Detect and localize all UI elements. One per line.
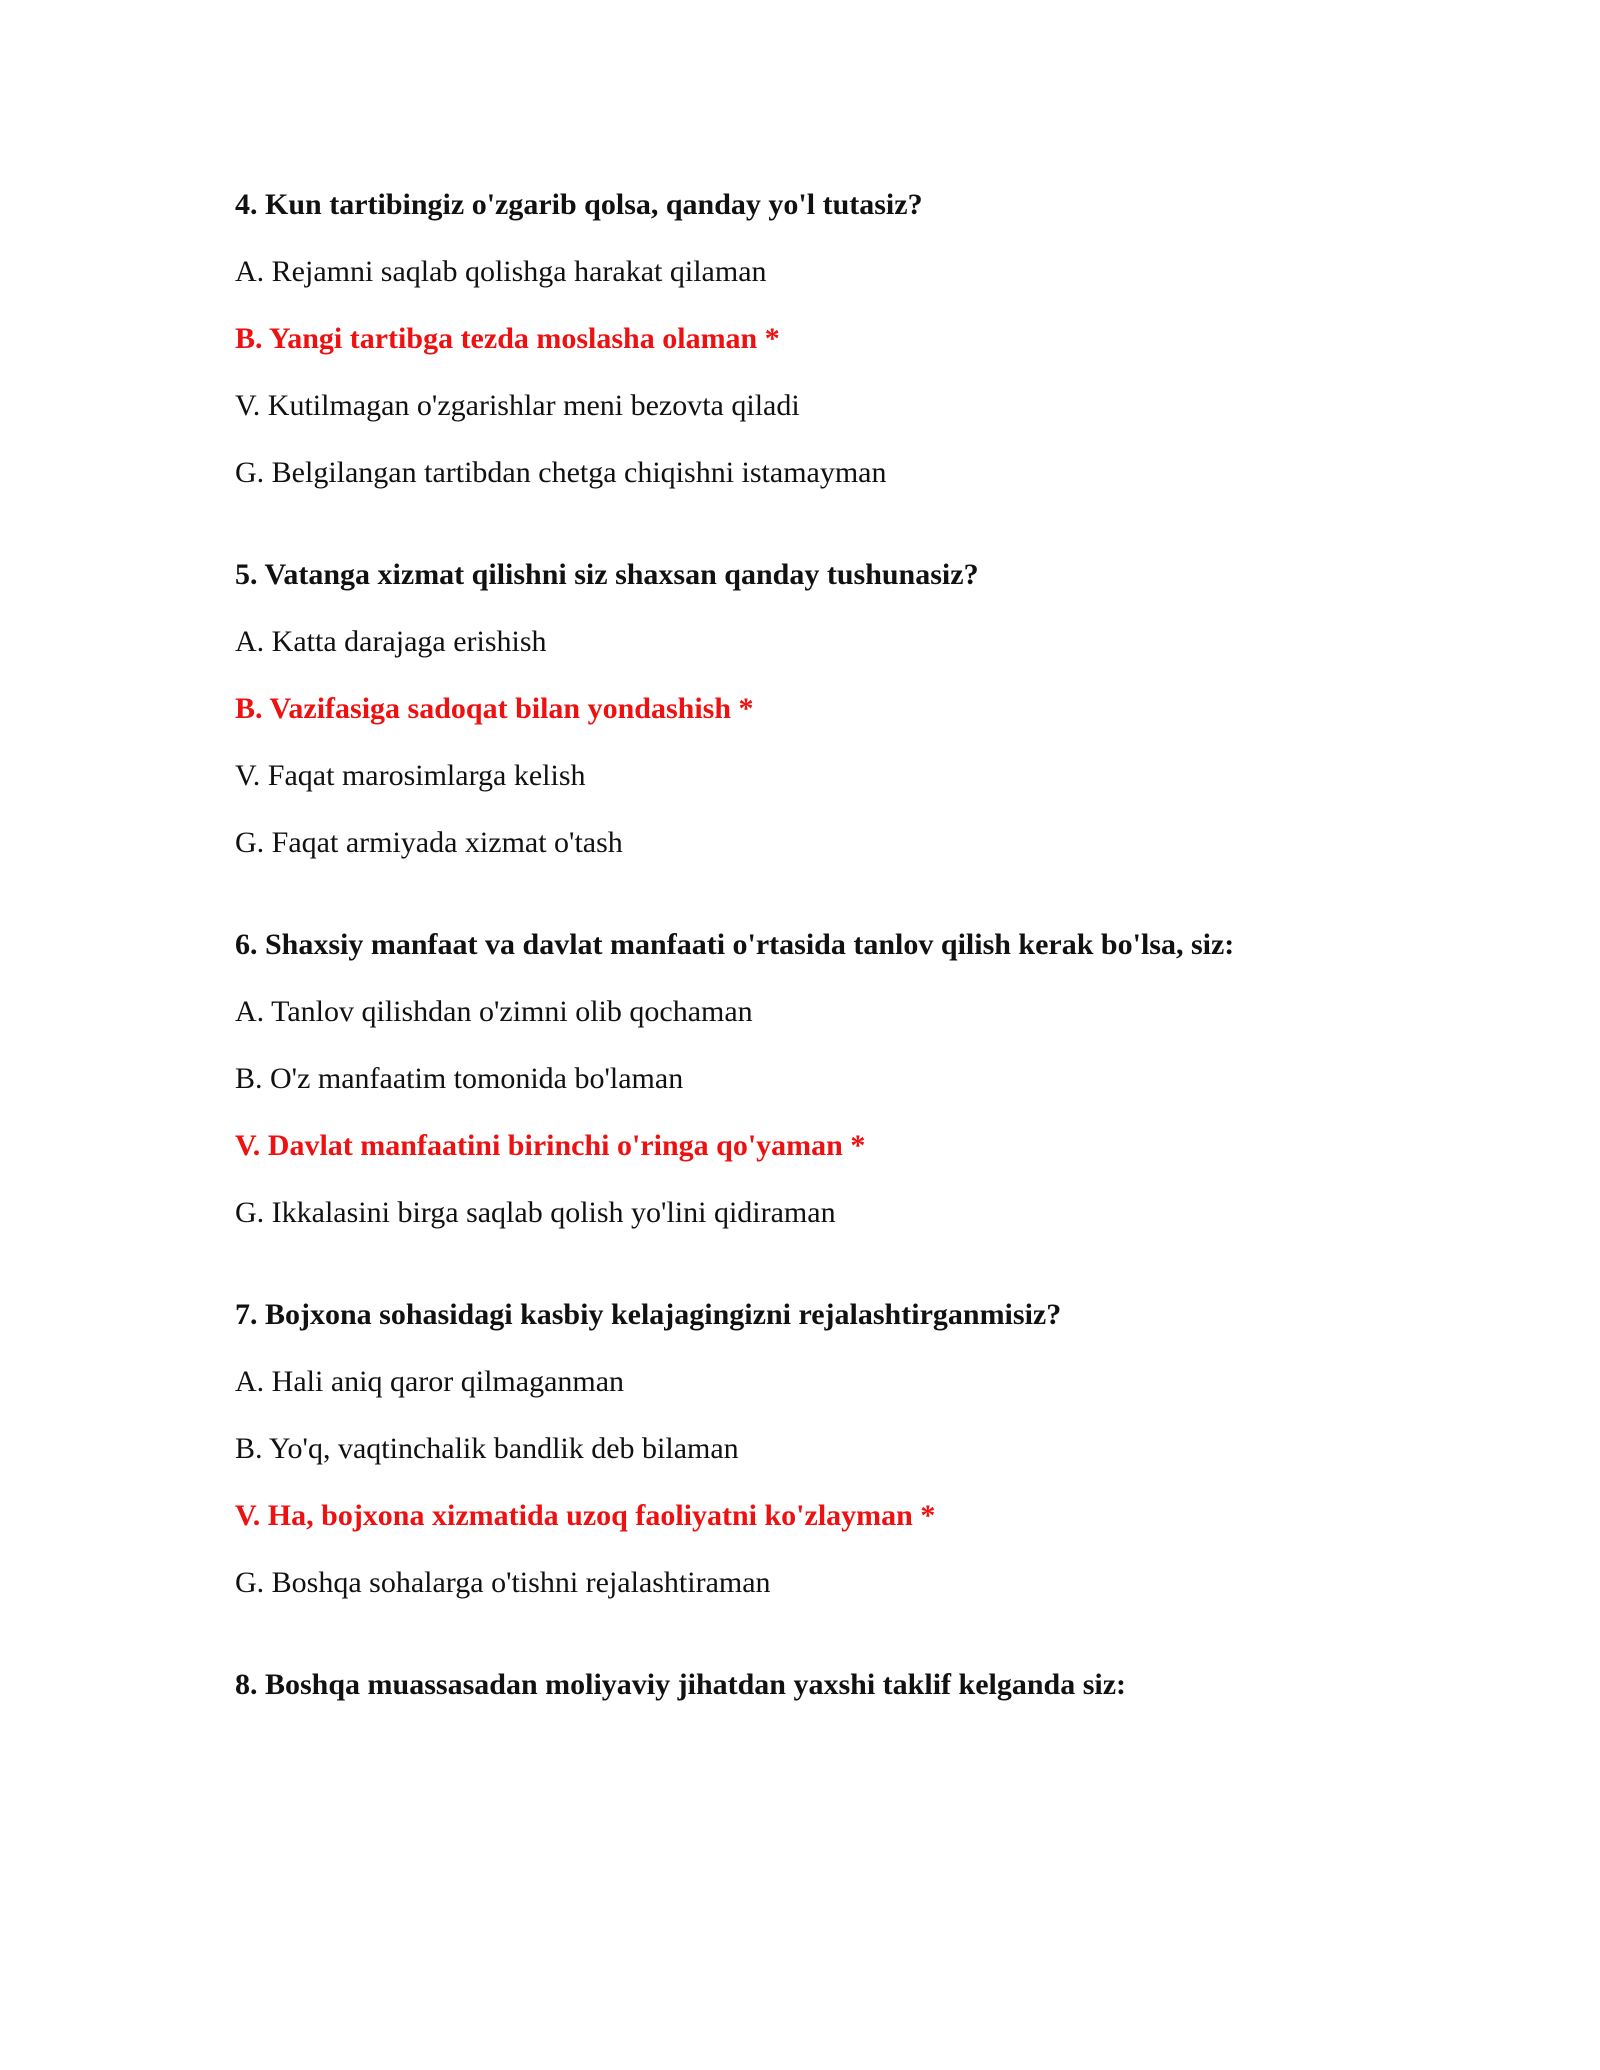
question-text: 5. Vatanga xizmat qilishni siz shaxsan qanday tushunasiz? bbox=[235, 558, 979, 591]
question-7 bbox=[235, 1298, 1600, 1600]
option-b: B. Yo'q, vaqtinchalik bandlik deb bilaman bbox=[235, 1432, 739, 1465]
option-b-correct: B. Yangi tartibga tezda moslasha olaman * bbox=[235, 322, 780, 355]
option-g: G. Ikkalasini birga saqlab qolish yo'lini qidiraman bbox=[235, 1196, 836, 1229]
question-8 bbox=[235, 1668, 1600, 1702]
option-b: B. O'z manfaatim tomonida bo'laman bbox=[235, 1062, 684, 1095]
question-text: 8. Boshqa muassasadan moliyaviy jihatdan yaxshi taklif kelganda siz: bbox=[235, 1668, 1127, 1701]
option-v: V. Kutilmagan o'zgarishlar meni bezovta qiladi bbox=[235, 389, 800, 422]
option-v: V. Faqat marosimlarga kelish bbox=[235, 759, 586, 792]
option-b-correct: B. Vazifasiga sadoqat bilan yondashish * bbox=[235, 692, 754, 725]
option-g: G. Boshqa sohalarga o'tishni rejalashtiraman bbox=[235, 1566, 771, 1599]
option-a: A. Tanlov qilishdan o'zimni olib qochaman bbox=[235, 995, 753, 1028]
option-g: G. Faqat armiyada xizmat o'tash bbox=[235, 826, 623, 859]
question-5 bbox=[235, 558, 1600, 860]
question-4 bbox=[235, 188, 1600, 490]
option-v-correct: V. Davlat manfaatini birinchi o'ringa qo'yaman * bbox=[235, 1129, 866, 1162]
option-g: G. Belgilangan tartibdan chetga chiqishni istamayman bbox=[235, 456, 887, 489]
question-text: 6. Shaxsiy manfaat va davlat manfaati o'rtasida tanlov qilish kerak bo'lsa, siz: bbox=[235, 928, 1235, 961]
option-a: A. Hali aniq qaror qilmaganman bbox=[235, 1365, 625, 1398]
option-a: A. Rejamni saqlab qolishga harakat qilaman bbox=[235, 255, 767, 288]
question-text: 4. Kun tartibingiz o'zgarib qolsa, qanday yo'l tutasiz? bbox=[235, 188, 923, 221]
question-text: 7. Bojxona sohasidagi kasbiy kelajagingizni rejalashtirganmisiz? bbox=[235, 1298, 1062, 1331]
question-6 bbox=[235, 928, 1600, 1230]
option-v-correct: V. Ha, bojxona xizmatida uzoq faoliyatni ko'zlayman * bbox=[235, 1499, 936, 1532]
option-a: A. Katta darajaga erishish bbox=[235, 625, 547, 658]
